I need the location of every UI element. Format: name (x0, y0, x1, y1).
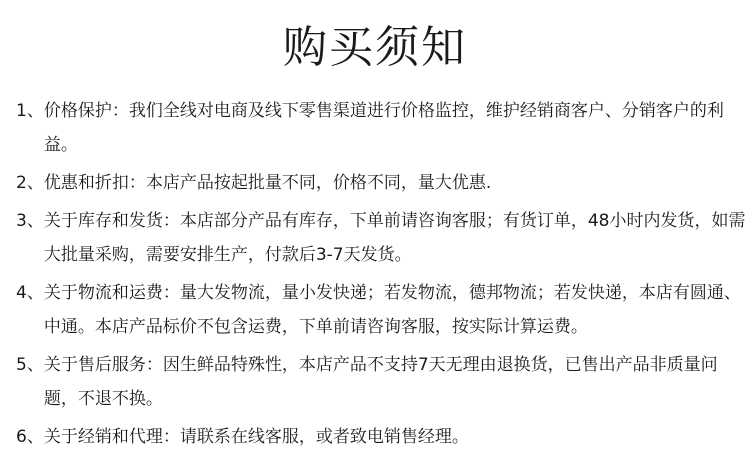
page-title: 购买须知 (283, 22, 467, 73)
notice-number: 2、 (16, 173, 44, 193)
notice-number: 4、 (16, 283, 44, 303)
notice-item-after-sales (16, 348, 746, 416)
notice-number: 3、 (16, 211, 44, 231)
notice-text: 关于售后服务：因生鲜品特殊性，本店产品不支持7天无理由退换货，已售出产品非质量问题，不退不换。 (43, 355, 718, 409)
notice-item-stock-shipping (16, 204, 746, 272)
notice-item-discount (16, 166, 746, 200)
notice-text: 关于物流和运费：量大发物流，量小发快递；若发物流，德邦物流；若发快递，本店有圆通、中通。本店产品标价不包含运费，下单前请咨询客服，按实际计算运费。 (43, 283, 741, 337)
notice-text: 价格保护：我们全线对电商及线下零售渠道进行价格监控，维护经销商客户、分销客户的利益。 (43, 101, 724, 155)
notice-item-price-protection (16, 94, 746, 162)
notice-list (16, 94, 746, 458)
notice-text: 关于经销和代理：请联系在线客服，或者致电销售经理。 (43, 427, 469, 447)
notice-item-distribution-agency (16, 420, 746, 454)
notice-number: 6、 (16, 427, 44, 447)
notice-number: 5、 (16, 355, 44, 375)
notice-item-logistics-freight (16, 276, 746, 344)
notice-text: 关于库存和发货：本店部分产品有库存，下单前请咨询客服；有货订单，48小时内发货，如需大批量采购，需要安排生产，付款后3-7天发货。 (43, 211, 746, 265)
notice-number: 1、 (16, 101, 44, 121)
notice-text: 优惠和折扣：本店产品按起批量不同，价格不同，量大优惠. (43, 173, 492, 193)
